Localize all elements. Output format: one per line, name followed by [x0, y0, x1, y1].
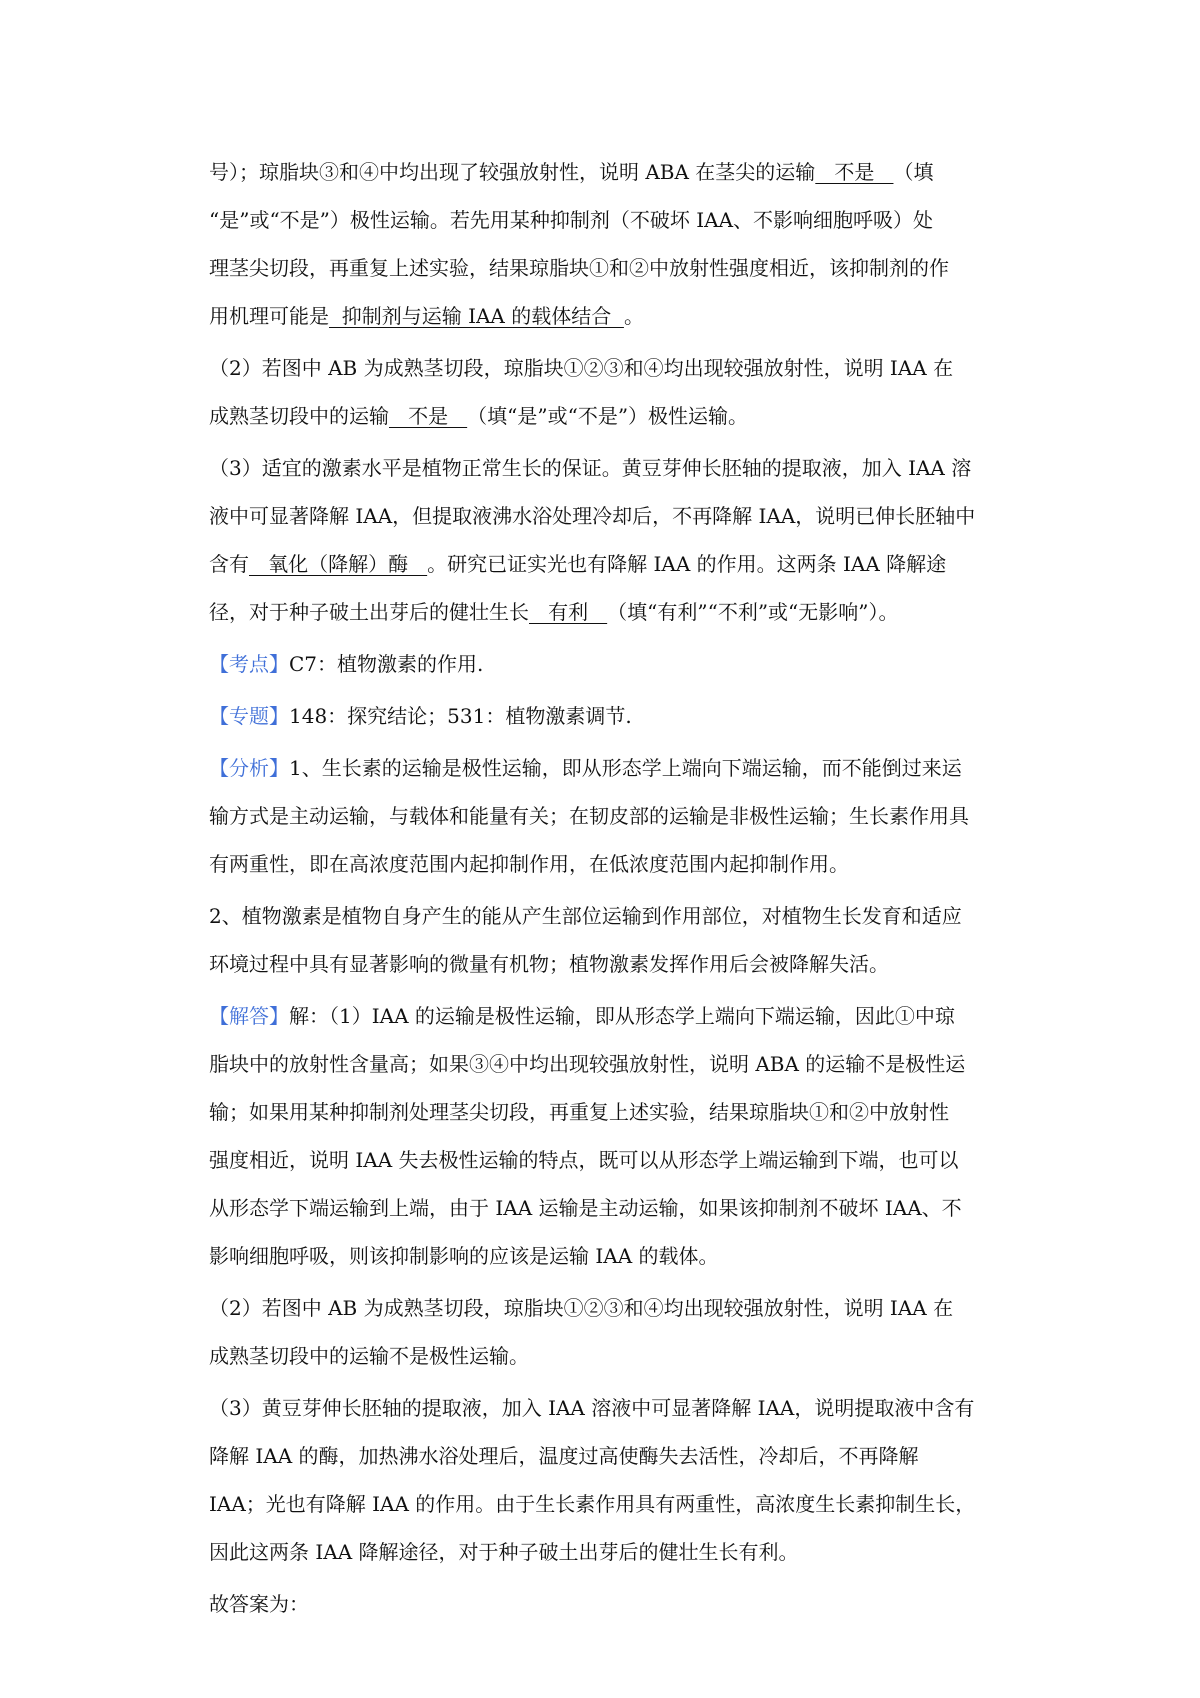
text-segment: “是”或“不是”）极性运输。若先用某种抑制剂（不破坏 IAA、不影响细胞呼吸）处 — [209, 208, 934, 232]
text-line-jieda2 — [209, 1040, 1021, 1088]
section-tag: 【专题】 — [209, 704, 289, 728]
text-line-fenxi3 — [209, 840, 1021, 888]
text-segment: 2、植物激素是植物自身产生的能从产生部位运输到作用部位，对植物生长发育和适应 — [209, 904, 962, 928]
filled-blank: 氧化（降解）酶 — [249, 552, 428, 576]
text-segment: （3）适宜的激素水平是植物正常生长的保证。黄豆芽伸长胚轴的提取液，加入 IAA 溶 — [209, 456, 972, 480]
text-line-p3l3 — [209, 540, 1021, 588]
text-segment: 有两重性，即在高浓度范围内起抑制作用，在低浓度范围内起抑制作用。 — [209, 852, 849, 876]
section-tag: 【解答】 — [209, 1004, 289, 1028]
filled-blank: 有利 — [529, 600, 608, 624]
text-line-jieda4 — [209, 1136, 1021, 1184]
text-segment: （填“有利”“不利”或“无影响”）。 — [607, 600, 899, 624]
text-segment: 148：探究结论；531：植物激素调节. — [289, 704, 632, 728]
text-line-p2l1 — [209, 344, 1021, 392]
text-line-fenxi1 — [209, 744, 1021, 792]
text-segment: 强度相近，说明 IAA 失去极性运输的特点，既可以从形态学上端运输到下端，也可以 — [209, 1148, 959, 1172]
text-segment: 输方式是主动运输，与载体和能量有关；在韧皮部的运输是非极性运输；生长素作用具 — [209, 804, 969, 828]
text-line-jieda12 — [209, 1528, 1021, 1576]
text-line-jieda3 — [209, 1088, 1021, 1136]
text-segment: 成熟茎切段中的运输不是极性运输。 — [209, 1344, 529, 1368]
text-line-fenxi2 — [209, 792, 1021, 840]
text-line-jieda5 — [209, 1184, 1021, 1232]
text-segment: （3）黄豆芽伸长胚轴的提取液，加入 IAA 溶液中可显著降解 IAA，说明提取液中含有 — [209, 1396, 975, 1420]
text-line-p1l2 — [209, 196, 1021, 244]
text-segment: 径，对于种子破土出芽后的健壮生长 — [209, 600, 529, 624]
text-segment: （填 — [893, 160, 934, 184]
text-segment: 含有 — [209, 552, 249, 576]
text-segment: 理茎尖切段，再重复上述实验，结果琼脂块①和②中放射性强度相近，该抑制剂的作 — [209, 256, 949, 280]
text-line-p2l2 — [209, 392, 1021, 440]
text-segment: 。 — [623, 304, 644, 328]
text-line-p3l1 — [209, 444, 1021, 492]
text-segment: 输；如果用某种抑制剂处理茎尖切段，再重复上述实验，结果琼脂块①和②中放射性 — [209, 1100, 949, 1124]
filled-blank: 不是 — [389, 404, 468, 428]
answer-text — [209, 148, 1021, 1628]
text-line-answer — [209, 1580, 1021, 1628]
text-line-p1l4 — [209, 292, 1021, 340]
section-tag: 【考点】 — [209, 652, 289, 676]
text-line-jieda1 — [209, 992, 1021, 1040]
text-segment: 环境过程中具有显著影响的微量有机物；植物激素发挥作用后会被降解失活。 — [209, 952, 889, 976]
text-line-jieda7 — [209, 1284, 1021, 1332]
text-line-jieda9 — [209, 1384, 1021, 1432]
text-segment: 用机理可能是 — [209, 304, 329, 328]
text-line-jieda11 — [209, 1480, 1021, 1528]
text-segment: 成熟茎切段中的运输 — [209, 404, 389, 428]
text-segment: IAA；光也有降解 IAA 的作用。由于生长素作用具有两重性，高浓度生长素抑制生长， — [209, 1492, 976, 1516]
text-segment: （2）若图中 AB 为成熟茎切段，琼脂块①②③和④均出现较强放射性，说明 IAA 在 — [209, 1296, 954, 1320]
text-line-p1l3 — [209, 244, 1021, 292]
text-segment: 影响细胞呼吸，则该抑制影响的应该是运输 IAA 的载体。 — [209, 1244, 719, 1268]
text-segment: （2）若图中 AB 为成熟茎切段，琼脂块①②③和④均出现较强放射性，说明 IAA 在 — [209, 356, 954, 380]
filled-blank: 不是 — [815, 160, 894, 184]
text-segment: 脂块中的放射性含量高；如果③④中均出现较强放射性，说明 ABA 的运输不是极性运 — [209, 1052, 966, 1076]
text-line-fenxi5 — [209, 940, 1021, 988]
text-segment: 1、生长素的运输是极性运输，即从形态学上端向下端运输，而不能倒过来运 — [289, 756, 962, 780]
text-segment: （填“是”或“不是”）极性运输。 — [467, 404, 749, 428]
text-line-p3l2 — [209, 492, 1021, 540]
text-line-zhuanti — [209, 692, 1021, 740]
text-segment: 从形态学下端运输到上端，由于 IAA 运输是主动运输，如果该抑制剂不破坏 IAA、不 — [209, 1196, 962, 1220]
text-line-p3l4 — [209, 588, 1021, 636]
text-line-jieda10 — [209, 1432, 1021, 1480]
text-line-fenxi4 — [209, 892, 1021, 940]
text-line-p1l1 — [209, 148, 1021, 196]
text-segment: 因此这两条 IAA 降解途径，对于种子破土出芽后的健壮生长有利。 — [209, 1540, 799, 1564]
text-segment: 。研究已证实光也有降解 IAA 的作用。这两条 IAA 降解途 — [427, 552, 947, 576]
text-line-kaodian — [209, 640, 1021, 688]
filled-blank: 抑制剂与运输 IAA 的载体结合 — [329, 304, 624, 328]
text-segment: 降解 IAA 的酶，加热沸水浴处理后，温度过高使酶失去活性，冷却后，不再降解 — [209, 1444, 919, 1468]
section-tag: 【分析】 — [209, 756, 289, 780]
text-segment: 号）；琼脂块③和④中均出现了较强放射性，说明 ABA 在茎尖的运输 — [209, 160, 816, 184]
text-segment: 故答案为： — [209, 1592, 309, 1616]
text-line-jieda6 — [209, 1232, 1021, 1280]
text-segment: C7：植物激素的作用. — [289, 652, 484, 676]
text-segment: 解：（1）IAA 的运输是极性运输，即从形态学上端向下端运输，因此①中琼 — [289, 1004, 955, 1028]
text-segment: 液中可显著降解 IAA，但提取液沸水浴处理冷却后，不再降解 IAA，说明已伸长胚轴中 — [209, 504, 976, 528]
text-line-jieda8 — [209, 1332, 1021, 1380]
